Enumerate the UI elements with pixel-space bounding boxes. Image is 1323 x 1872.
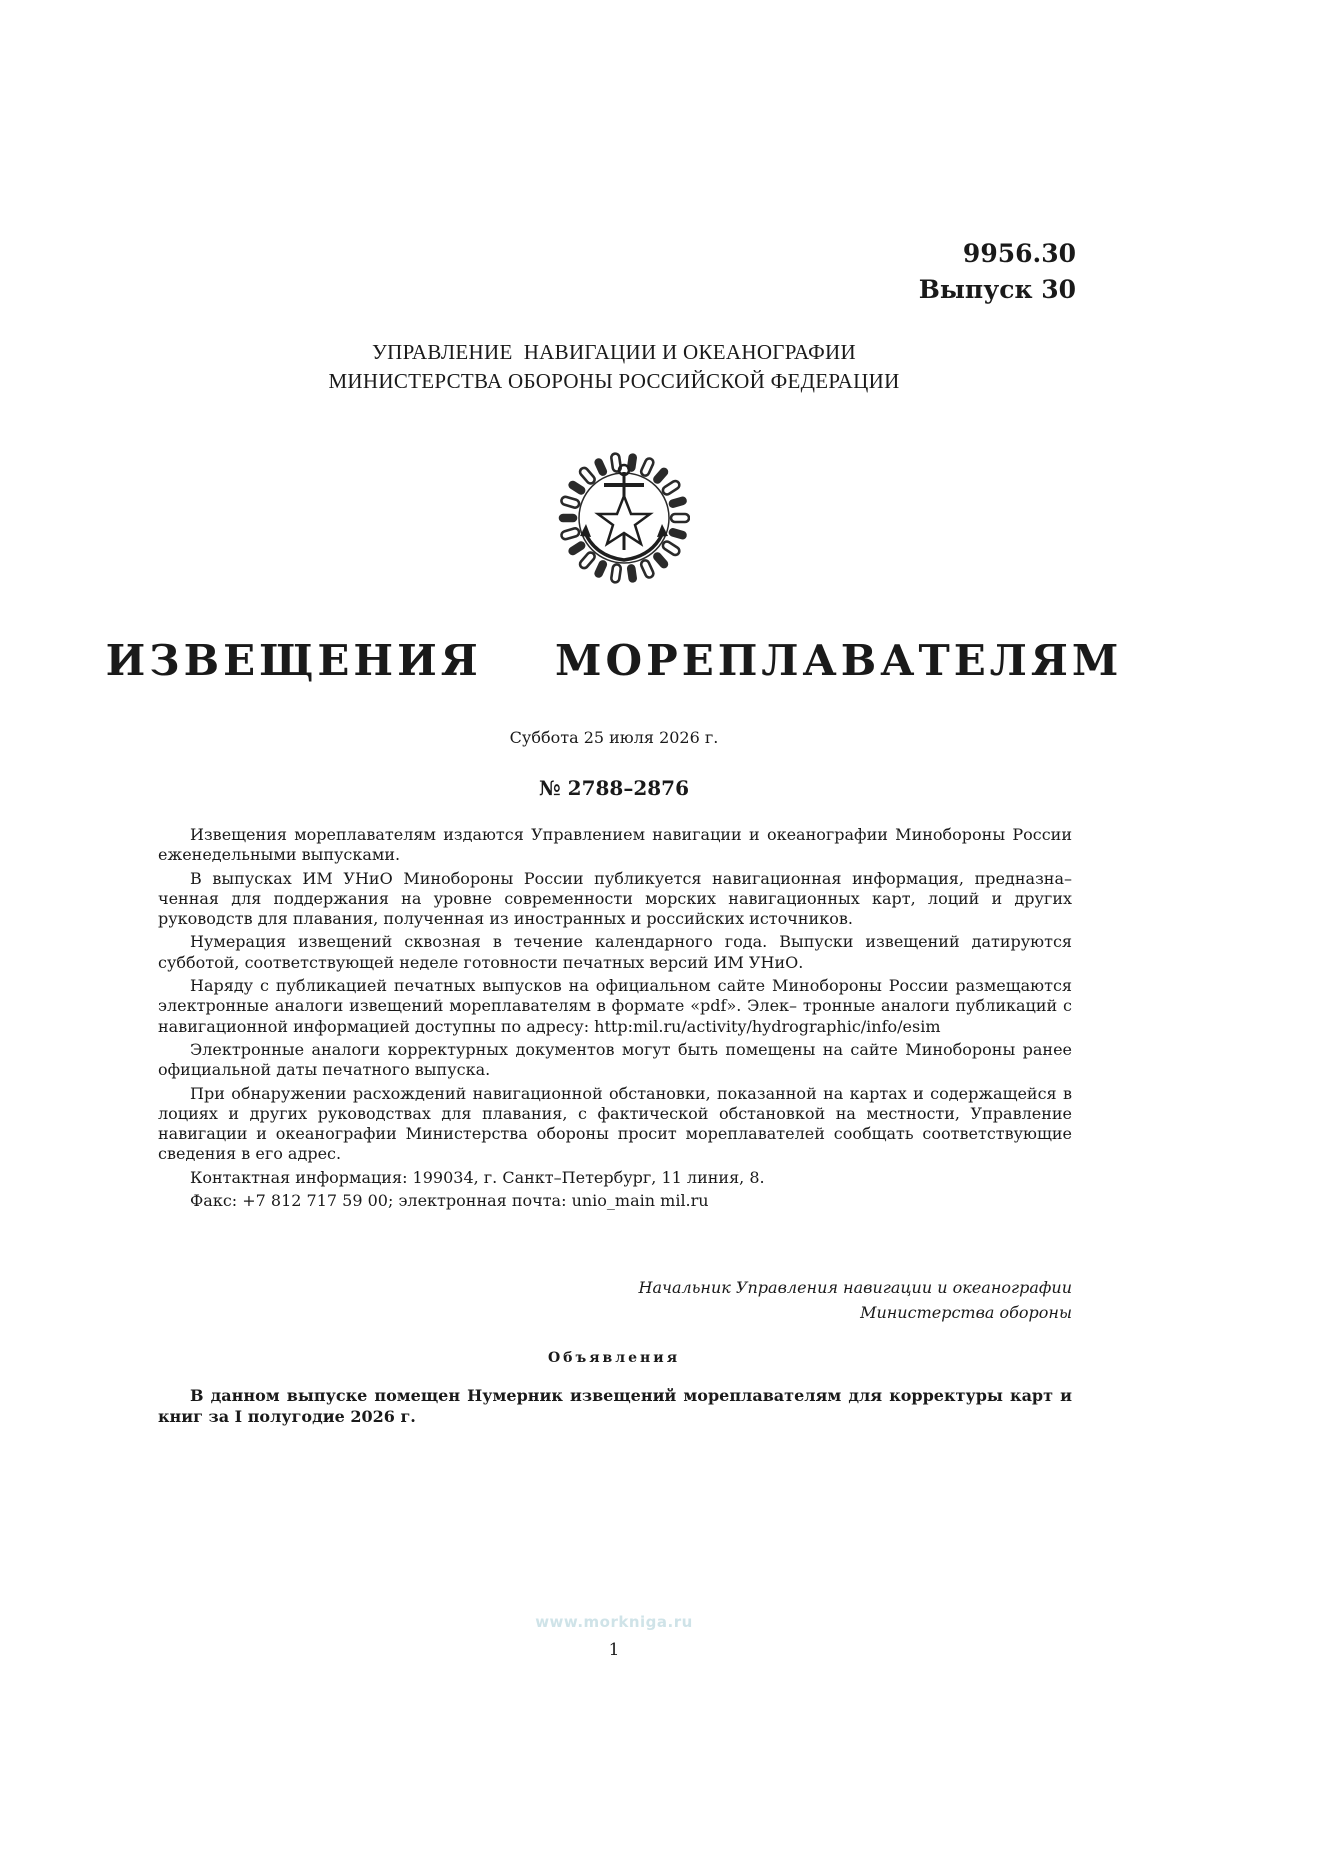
issue-number: Выпуск 30 (918, 275, 1076, 304)
announcement-text: В данном выпуске помещен Нумерник извещений мореплавателям для корректуры карт и книг за I полугодие 2026 г. (158, 1386, 1072, 1426)
paragraph: Извещения мореплавателям издаются Управлением навигации и океанографии Минобороны России еженедельными выпусками. (158, 825, 1072, 865)
organization-name (0, 338, 1228, 396)
chain-link (669, 529, 686, 539)
chain-link (640, 457, 655, 477)
chain-link (561, 496, 581, 509)
organization-line-2: МИНИСТЕРСТВА ОБОРОНЫ РОССИЙСКОЙ ФЕДЕРАЦИИ (328, 369, 900, 393)
chain-link (561, 527, 581, 540)
organization-line-1: УПРАВЛЕНИЕ НАВИГАЦИИ И ОКЕАНОГРАФИИ (371, 340, 856, 364)
chain-link (671, 514, 689, 522)
signature-line-2: Министерства обороны (860, 1303, 1072, 1322)
chain-link (669, 497, 686, 507)
chain-link (611, 564, 621, 583)
chain-link (569, 541, 586, 555)
signature-block (639, 1275, 1072, 1325)
chain-link (569, 481, 586, 495)
issue-header (919, 236, 1076, 308)
document-code: 9956.30 (962, 239, 1076, 268)
chain-link (661, 540, 680, 556)
chain-link (578, 466, 596, 485)
paragraph: В выпусках ИМ УНиО Минобороны России публикуется навигационная информация, предназна– ченная для поддержания на уровне современности морских навигационных карт, лоций и других руководств для плавания, полученная из иностранных и российских источников. (158, 868, 1072, 929)
contact-address: Контактная информация: 199034, г. Санкт–Петербург, 11 линия, 8. (190, 1167, 765, 1187)
chain-link (595, 459, 607, 476)
chain-link (653, 468, 668, 484)
chain-link (595, 560, 607, 577)
paragraph: Нумерация извещений сквозная в течение календарного года. Выпуски извещений датируются субботой, соответствующей неделе готовности печатных версий ИМ УНиО. (158, 932, 1072, 972)
chain-link (578, 551, 596, 570)
announcements-heading: Объявления (547, 1350, 681, 1366)
paragraph: Электронные аналоги корректурных документов могут быть помещены на сайте Минобороны ранее официальной даты печатного выпуска. (158, 1039, 1072, 1080)
anchor-star-chain-emblem-icon (558, 452, 690, 584)
issue-date: Суббота 25 июля 2026 г. (509, 728, 719, 747)
notice-number-range: № 2788–2876 (538, 776, 690, 800)
chain-link (653, 552, 668, 568)
chain-link (661, 479, 680, 495)
chain-link (640, 559, 655, 579)
chain-link (560, 515, 576, 521)
signature-line-1: Начальник Управления навигации и океанографии (638, 1278, 1072, 1297)
introduction-text (158, 825, 1072, 1214)
chain-link (628, 565, 636, 582)
page-number: 1 (608, 1640, 620, 1660)
paragraph: Наряду с публикацией печатных выпусков на официальном сайте Минобороны России размещаются электронные аналоги извещений мореплавателям в формате «pdf». Элек– тронные аналоги публикаций с навигационной информацией доступны по адресу: http:mil.ru/activity/hydrographic/info/esim (158, 976, 1072, 1036)
main-title: ИЗВЕЩЕНИЯ МОРЕПЛАВАТЕЛЯМ (105, 636, 1123, 685)
paragraph: При обнаружении расхождений навигационной обстановки, показанной на картах и содержащейся в лоциях и других руководствах для плавания, с фактической обстановкой на местности, Управление навигации и океанографии Министерства обороны просит мореплавателей сообщать соответствующие сведения в его адрес. (158, 1083, 1072, 1164)
watermark: www.morkniga.ru (535, 1613, 693, 1631)
contact-fax-email: Факс: +7 812 717 59 00; электронная почта: unio_main mil.ru (190, 1191, 709, 1211)
